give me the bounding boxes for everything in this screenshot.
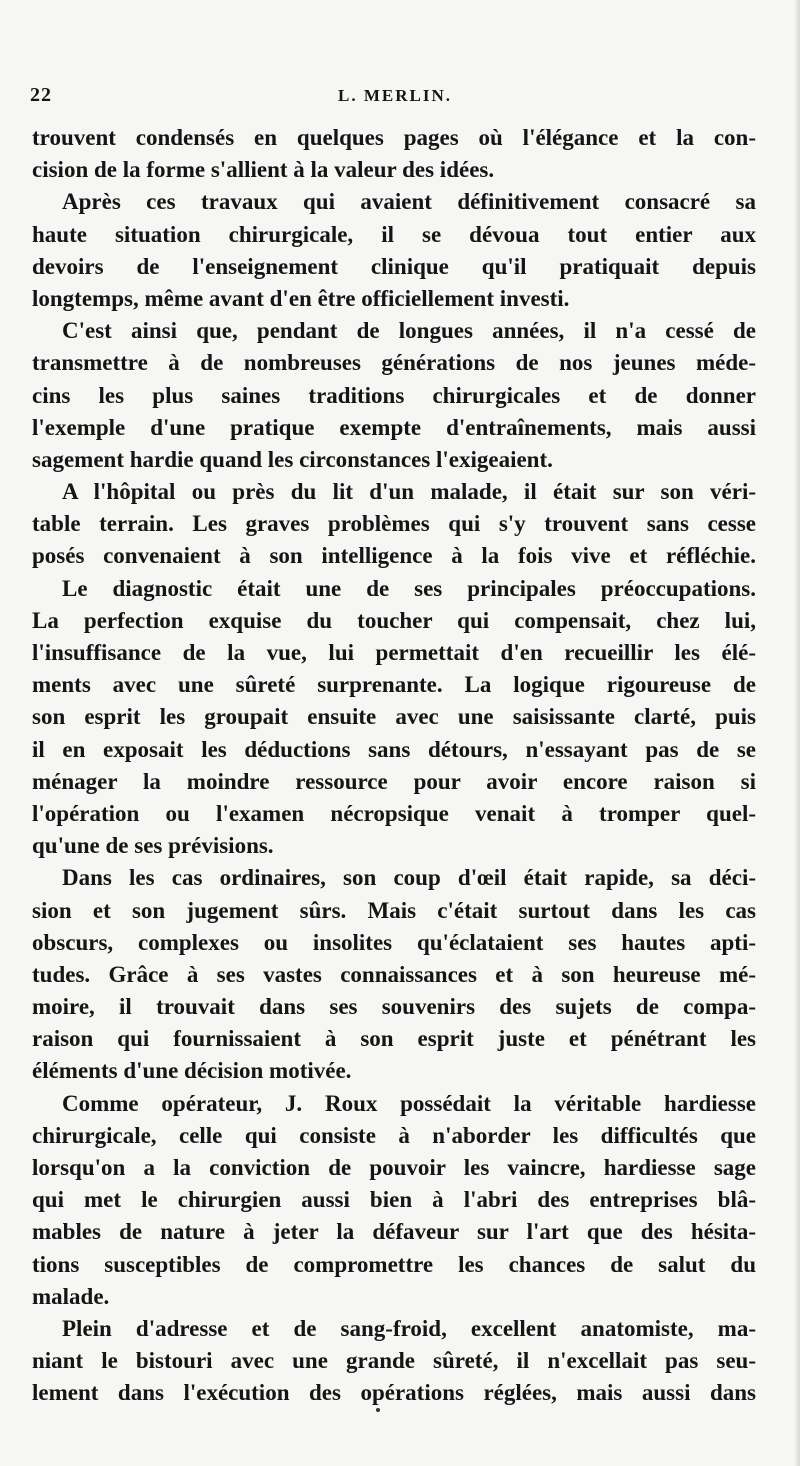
text-line: A l'hôpital ou près du lit d'un malade, il était sur son véri- <box>62 479 756 505</box>
page-number: 22 <box>30 84 52 106</box>
text-line: l'exemple d'une pratique exempte d'entraînements, mais aussi <box>32 414 756 440</box>
text-line: ménager la moindre ressource pour avoir encore raison si <box>32 768 756 794</box>
text-line: mables de nature à jeter la défaveur sur l'art que des hésita- <box>32 1219 756 1245</box>
print-speck <box>376 1408 380 1412</box>
text-line: lorsqu'on a la conviction de pouvoir les vaincre, hardiesse sage <box>32 1155 756 1180</box>
text-line: qui met le chirurgien aussi bien à l'abri des entreprises blâ- <box>32 1187 756 1213</box>
running-head: L. MERLIN. <box>338 86 452 105</box>
text-line: tions susceptibles de compromettre les chances de salut du <box>32 1251 756 1277</box>
text-line: table terrain. Les graves problèmes qui s'y trouvent sans cesse <box>32 511 756 537</box>
text-line: Plein d'adresse et de sang-froid, excellent anatomiste, ma- <box>62 1315 756 1341</box>
body-text <box>32 122 756 1410</box>
text-line: transmettre à de nombreuses générations de nos jeunes méde- <box>32 350 756 376</box>
text-line: Après ces travaux qui avaient définitivement consacré sa <box>62 189 756 215</box>
text-line: Le diagnostic était une de ses principales préoccupations. <box>62 575 756 601</box>
text-line: obscurs, complexes ou insolites qu'éclataient ses hautes apti- <box>32 929 756 955</box>
text-line: devoirs de l'enseignement clinique qu'il pratiquait depuis <box>32 253 756 279</box>
text-line: haute situation chirurgicale, il se dévoua tout entier aux <box>32 221 756 247</box>
text-line: son esprit les groupait ensuite avec une saisissante clarté, puis <box>32 704 756 730</box>
text-line: chirurgicale, celle qui consiste à n'aborder les difficultés que <box>32 1122 756 1148</box>
text-line: raison qui fournissaient à son esprit juste et pénétrant les <box>32 1026 756 1052</box>
text-line: éléments d'une décision motivée. <box>32 1058 352 1084</box>
text-line: sion et son jugement sûrs. Mais c'était surtout dans les cas <box>32 897 756 923</box>
text-line: trouvent condensés en quelques pages où l'élégance et la con- <box>32 125 756 150</box>
text-line: ments avec une sûreté surprenante. La logique rigoureuse de <box>32 672 756 698</box>
text-line: qu'une de ses prévisions. <box>32 833 274 859</box>
text-line: malade. <box>32 1283 110 1309</box>
text-line: il en exposait les déductions sans détours, n'essayant pas de se <box>32 736 756 762</box>
text-line: Dans les cas ordinaires, son coup d'œil était rapide, sa déci- <box>62 865 756 891</box>
text-line: l'insuffisance de la vue, lui permettait d'en recueillir les élé- <box>32 640 756 665</box>
text-line: l'opération ou l'examen nécropsique venait à tromper quel- <box>32 800 756 826</box>
text-line: cins les plus saines traditions chirurgicales et de donner <box>32 382 756 408</box>
text-line: posés convenaient à son intelligence à la fois vive et réfléchie. <box>32 543 756 569</box>
text-line: La perfection exquise du toucher qui compensait, chez lui, <box>32 607 756 633</box>
text-line: tudes. Grâce à ses vastes connaissances et à son heureuse mé- <box>32 961 756 987</box>
text-line: sagement hardie quand les circonstances l'exigeaient. <box>32 446 553 472</box>
text-line: longtemps, même avant d'en être officiellement investi. <box>32 285 570 311</box>
text-line: lement dans l'exécution des opérations réglées, mais aussi dans <box>32 1380 756 1406</box>
page-header <box>30 84 760 112</box>
text-line: moire, il trouvait dans ses souvenirs des sujets de compa- <box>32 994 756 1020</box>
text-line: niant le bistouri avec une grande sûreté, il n'excellait pas seu- <box>32 1348 756 1374</box>
text-line: C'est ainsi que, pendant de longues années, il n'a cessé de <box>62 318 756 344</box>
text-line: cision de la forme s'allient à la valeur des idées. <box>32 157 495 183</box>
text-line: Comme opérateur, J. Roux possédait la véritable hardiesse <box>62 1090 756 1116</box>
page-edge-shadow <box>794 0 800 1466</box>
